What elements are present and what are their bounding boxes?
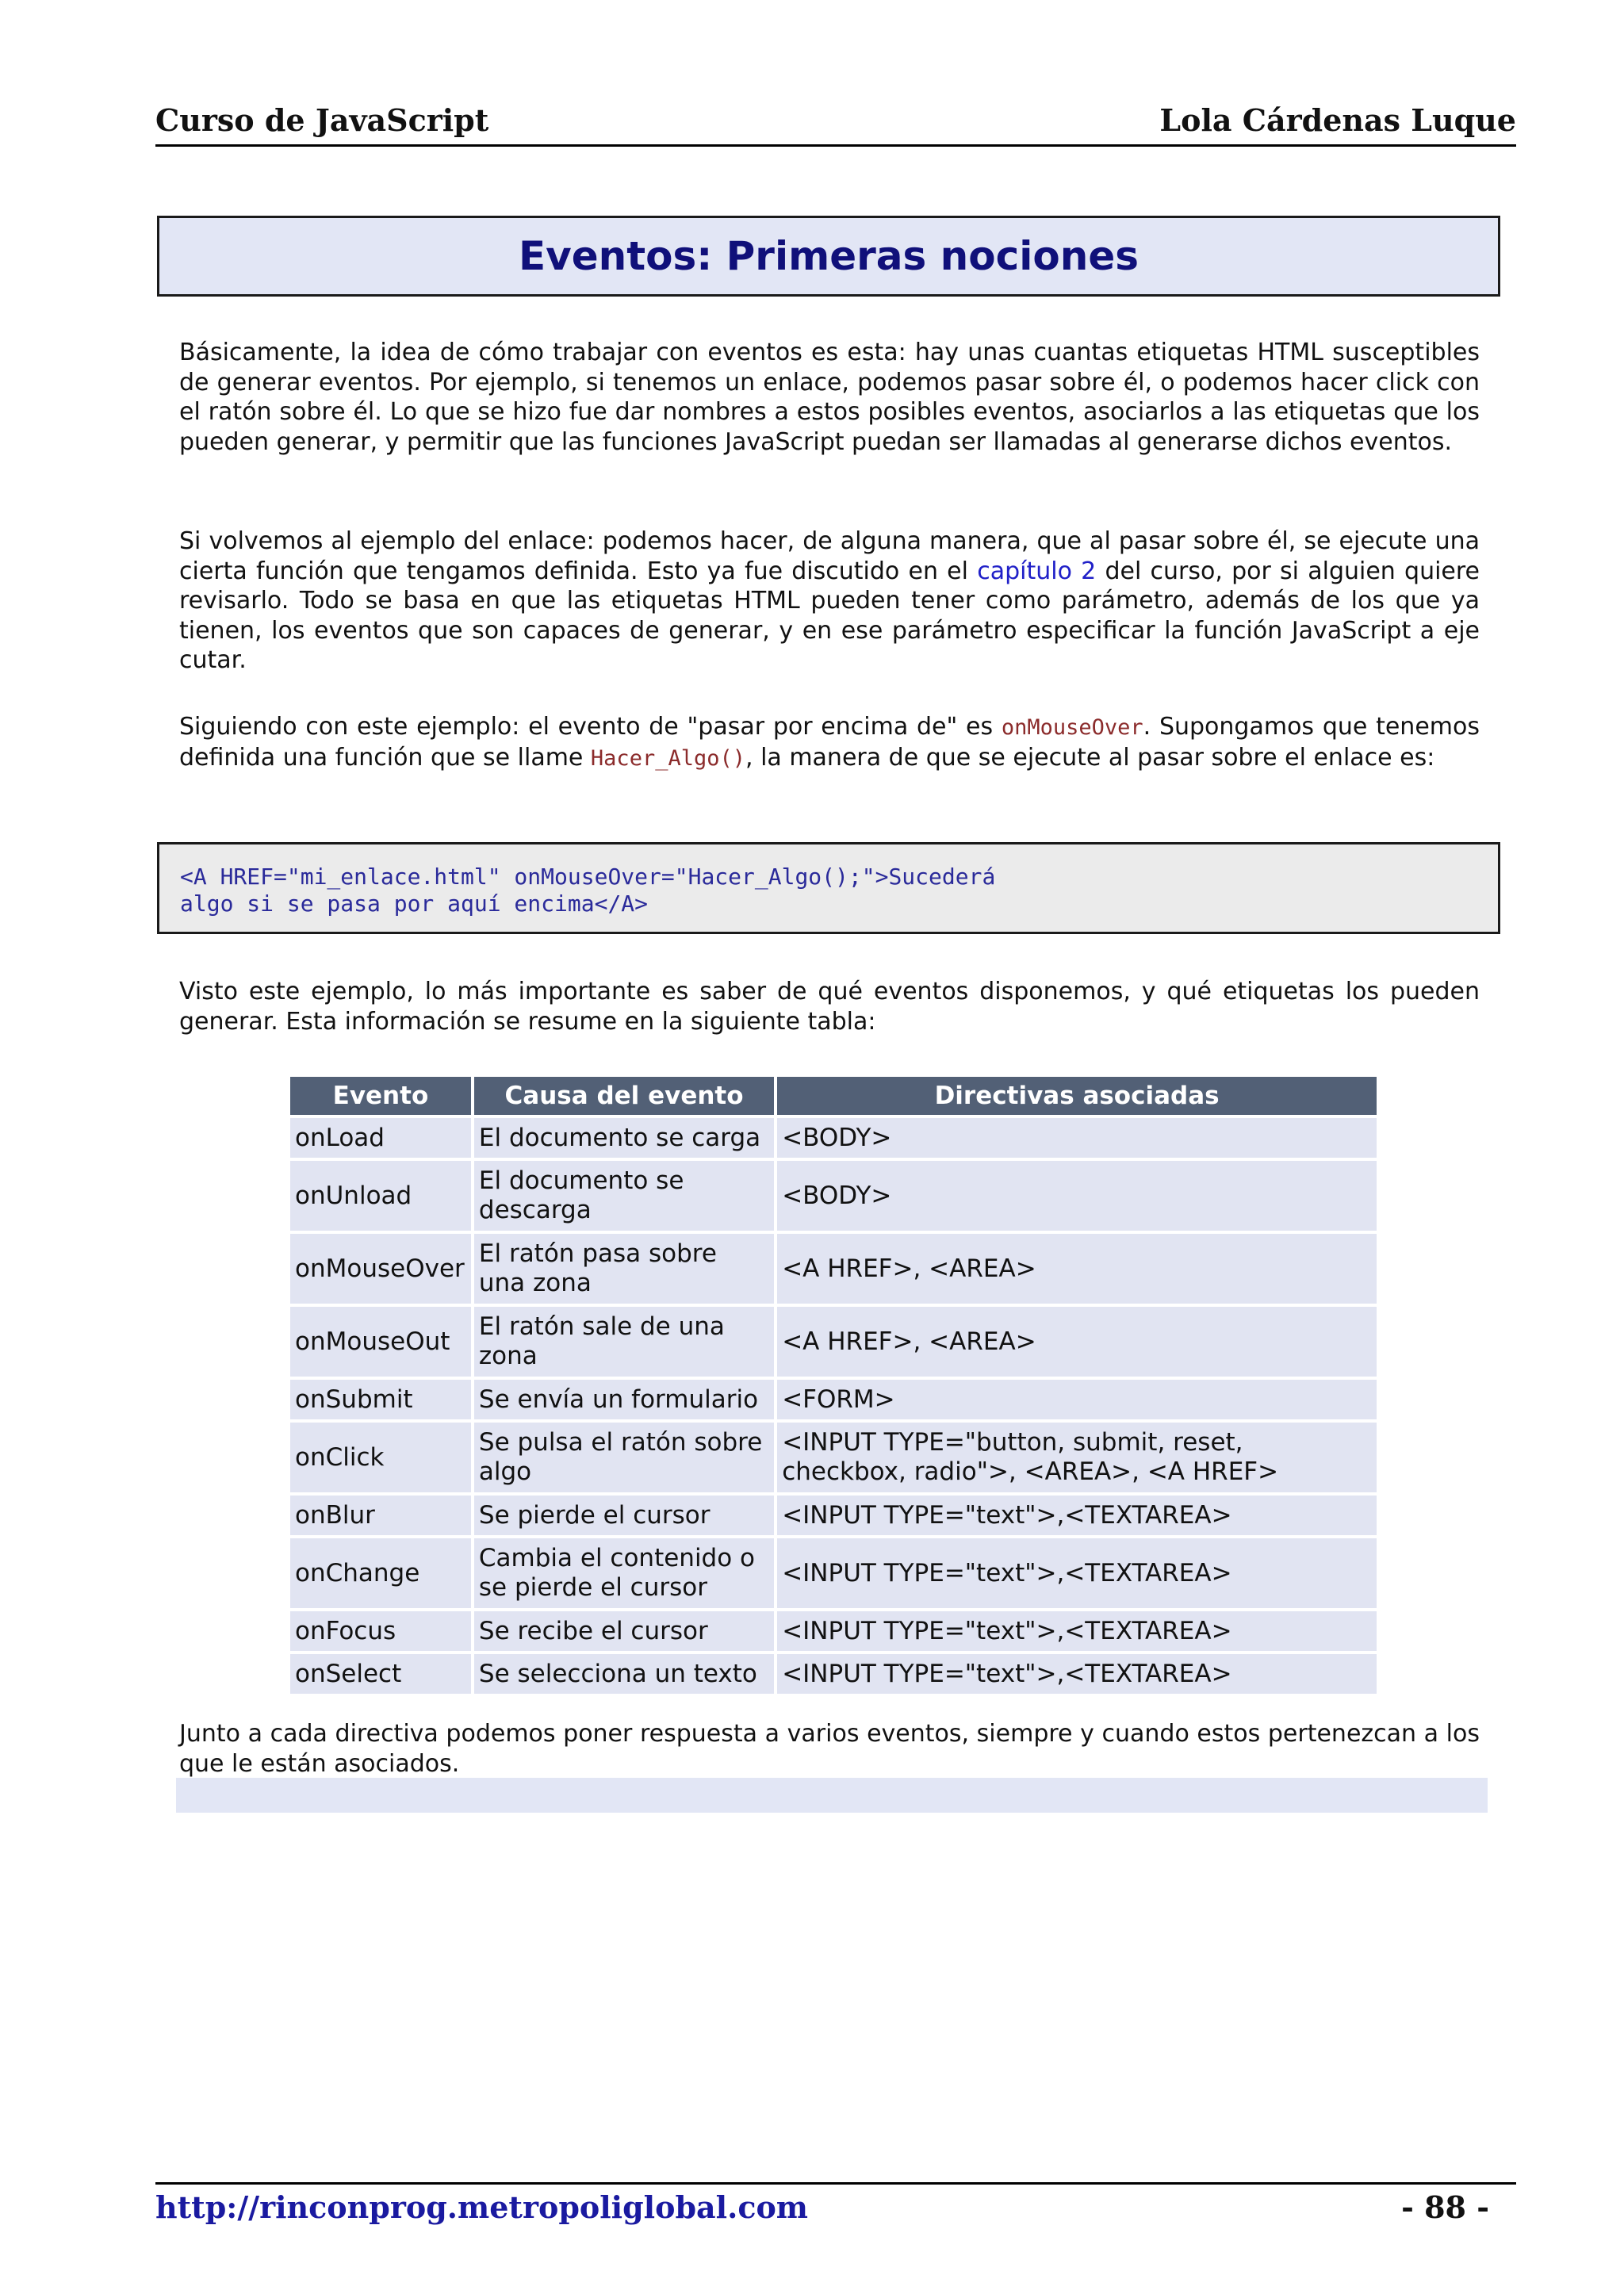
table-row [290,1234,1377,1304]
inline-code-onmouseover: onMouseOver [1001,715,1143,740]
table-row [290,1423,1377,1492]
cell-directives: <BODY> [777,1161,1377,1231]
cell-cause: El documento se carga [474,1118,774,1158]
cell-directives: <INPUT TYPE="text">,<TEXTAREA> [777,1538,1377,1608]
cell-directives: <BODY> [777,1118,1377,1158]
cell-cause: Se recibe el cursor [474,1611,774,1651]
cell-directives: <FORM> [777,1380,1377,1419]
table-row [290,1118,1377,1158]
code-line-1: <A HREF="mi_enlace.html" onMouseOver="Hacer_Algo();">Sucederá [180,864,996,890]
table-row [290,1161,1377,1231]
events-table [287,1074,1380,1697]
cell-event: onMouseOver [290,1234,471,1304]
cell-event: onBlur [290,1496,471,1535]
paragraph-2-text-a: Si volvemos al ejemplo del enlace: podemos hacer, de alguna manera, que al pasar sobre él, se ejecute una cierta función que tengamos definida. Esto ya fue discutido en el [179,527,1480,585]
cell-directives: <INPUT TYPE="text">,<TEXTAREA> [777,1496,1377,1535]
paragraph-2-text-b: del curso, por si alguien quiere revisarlo. Todo se basa en que las etiquetas HTML pueden tener como parámetro, además de los que ya tienen, los eventos que son capaces de generar, y en ese parámetro especificar la función JavaScript a eje cutar. [179,557,1480,674]
footer-url-link[interactable]: http://rinconprog.metropoliglobal.com [155,2189,809,2225]
cell-cause: Se pulsa el ratón sobre algo [474,1423,774,1492]
paragraph-2 [179,527,1480,676]
cell-cause: El ratón sale de una zona [474,1307,774,1377]
header-course-title: Curso de JavaScript [155,102,489,138]
inline-code-hacer-algo: Hacer_Algo() [590,745,745,771]
section-title: Eventos: Primeras nociones [518,233,1139,279]
cell-event: onSubmit [290,1380,471,1419]
cell-cause: El ratón pasa sobre una zona [474,1234,774,1304]
cell-event: onLoad [290,1118,471,1158]
code-example-box [157,842,1500,934]
cell-event: onChange [290,1538,471,1608]
table-row [290,1380,1377,1419]
cell-cause: Se envía un formulario [474,1380,774,1419]
table-row [290,1611,1377,1651]
header-author: Lola Cárdenas Luque [1159,102,1516,138]
cell-directives: <INPUT TYPE="text">,<TEXTAREA> [777,1611,1377,1651]
page-footer [155,2182,1516,2225]
cell-event: onClick [290,1423,471,1492]
paragraph-4 [179,977,1480,1036]
table-header-cause: Causa del evento [474,1077,774,1115]
paragraph-3-text-c: , la manera de que se ejecute al pasar sobre el enlace es: [745,743,1435,772]
paragraph-3 [179,712,1480,773]
cell-cause: El documento se descarga [474,1161,774,1231]
cell-directives: <INPUT TYPE="text">,<TEXTAREA> [777,1654,1377,1694]
table-row [290,1496,1377,1535]
chapter-2-link[interactable]: capítulo 2 [977,557,1097,585]
cell-cause: Se pierde el cursor [474,1496,774,1535]
page-header [155,94,1516,147]
table-row [290,1307,1377,1377]
table-header-event: Evento [290,1077,471,1115]
cell-event: onSelect [290,1654,471,1694]
cell-event: onUnload [290,1161,471,1231]
table-row [290,1654,1377,1694]
paragraph-1 [179,338,1480,457]
cell-directives: <A HREF>, <AREA> [777,1307,1377,1377]
paragraph-3-text-b: . Supongamos que tenemos definida una función que se llame [179,713,1480,772]
paragraph-4-text: Visto este ejemplo, lo más importante es saber de qué eventos disponemos, y qué etiquetas los pueden generar. Esta información se resume en la siguiente tabla: [179,978,1480,1036]
section-title-box [157,216,1500,297]
table-header-row [290,1077,1377,1115]
shaded-spacer-bar [176,1778,1488,1813]
paragraph-5-text: Junto a cada directiva podemos poner respuesta a varios eventos, siempre y cuando estos pertenezcan a los que le están asociados. [179,1720,1480,1778]
cell-cause: Cambia el contenido o se pierde el cursor [474,1538,774,1608]
cell-event: onMouseOut [290,1307,471,1377]
cell-directives: <INPUT TYPE="button, submit, reset, checkbox, radio">, <AREA>, <A HREF> [777,1423,1377,1492]
cell-cause: Se selecciona un texto [474,1654,774,1694]
cell-event: onFocus [290,1611,471,1651]
cell-directives: <A HREF>, <AREA> [777,1234,1377,1304]
paragraph-3-text-a: Siguiendo con este ejemplo: el evento de "pasar por encima de" es [179,713,1002,741]
table-header-directives: Directivas asociadas [777,1077,1377,1115]
footer-page-number: - 88 - [1401,2189,1489,2225]
paragraph-1-text: Básicamente, la idea de cómo trabajar con eventos es esta: hay unas cuantas etiquetas HTML susceptibles de generar eventos. Por ejemplo, si tenemos un enlace, podemos pasar sobre él, o podemos hacer click con el ratón sobre él. Lo que se hizo fue dar nombres a estos posibles eventos, asociarlos a las etiquetas que los pueden generar, y permitir que las funciones JavaScript puedan ser llamadas al generarse dichos eventos. [179,339,1480,456]
table-row [290,1538,1377,1608]
code-line-2: algo si se pasa por aquí encima</A> [180,890,649,917]
paragraph-5 [179,1719,1480,1779]
